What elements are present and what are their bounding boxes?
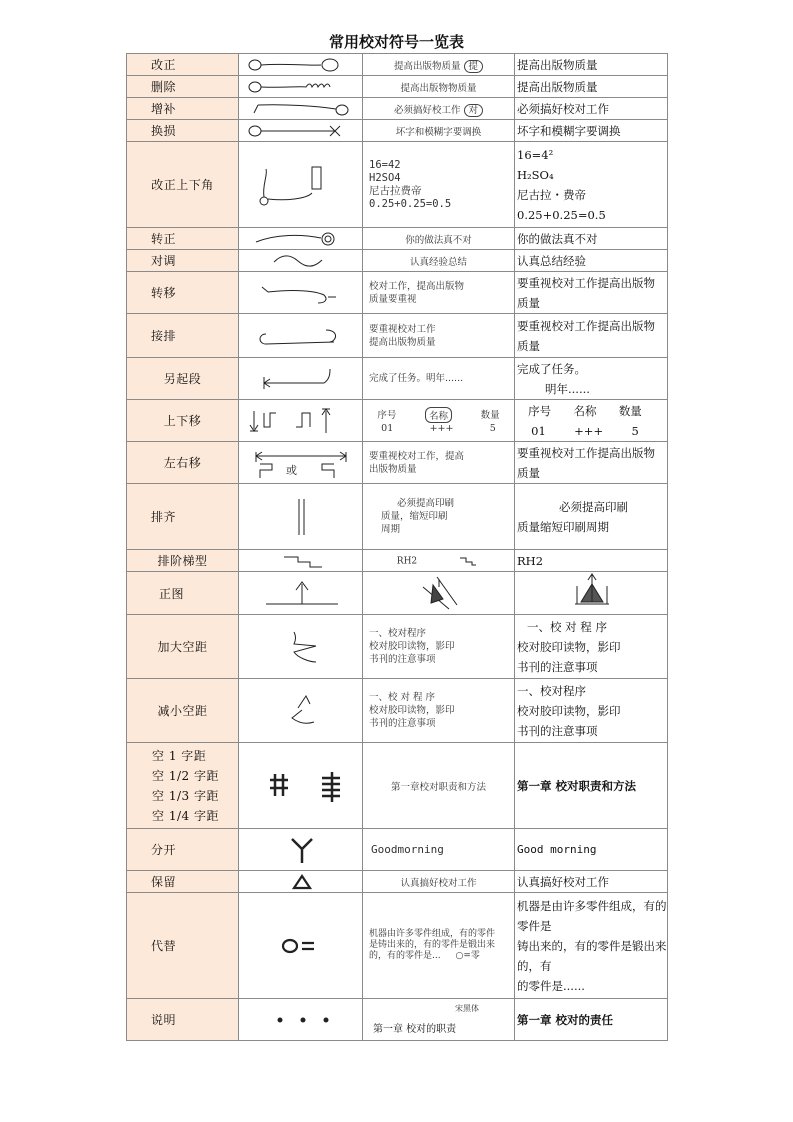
- symbol-name: 接排: [127, 314, 239, 358]
- new-paragraph-mark-icon: [246, 363, 356, 395]
- table-row: [127, 999, 668, 1041]
- upright-arrow-icon: [246, 576, 356, 610]
- symbol-example: 提高出版物质量 提: [363, 54, 515, 76]
- symbol-result: 要重视校对工作提高出版物 质量: [515, 442, 668, 484]
- symbol-mark-horizontal-move: [239, 442, 363, 484]
- symbol-mark-vertical-move: [239, 400, 363, 442]
- align-mark-icon: [246, 495, 356, 539]
- symbol-mark-widen-space: [239, 615, 363, 679]
- symbol-example: 机器由许多零件组成，有的零件 是铸出来的，有的零件是锻出来 的，有的零件是... ○=零: [363, 893, 515, 999]
- symbol-example: 要重视校对工作，提高 出版物质量: [363, 442, 515, 484]
- symbol-name: 正图: [127, 572, 239, 615]
- table-row: [127, 442, 668, 484]
- symbol-result: 一、校对程序 校对胶印读物，影印 书刊的注意事项: [515, 679, 668, 743]
- symbol-mark-transpose: [239, 250, 363, 272]
- table-row: [127, 250, 668, 272]
- symbol-name: 减小空距: [127, 679, 239, 743]
- table-row: [127, 358, 668, 400]
- symbol-example: 宋黑体 第一章 校对的职责: [363, 999, 515, 1041]
- move-mark-icon: [246, 277, 356, 309]
- symbol-result: 第一章 校对职责和方法: [515, 743, 668, 829]
- table-row: [127, 572, 668, 615]
- space-mark-icon: [246, 766, 356, 806]
- symbol-example: 提高出版物物质量: [363, 76, 515, 98]
- symbol-name: 改正上下角: [127, 142, 239, 228]
- symbol-mark-stet: [239, 871, 363, 893]
- symbol-mark-straighten-image: [239, 572, 363, 615]
- tilted-image-icon: [409, 575, 469, 611]
- stair-mark-icon: [246, 553, 356, 569]
- upright-image-icon: [517, 572, 667, 608]
- symbol-example: [363, 572, 515, 615]
- widen-space-mark-icon: [246, 622, 356, 672]
- table-row: [127, 76, 668, 98]
- symbol-result: 必须提高印刷 质量缩短印刷周期: [515, 484, 668, 550]
- table-row: [127, 484, 668, 550]
- symbol-mark-new-paragraph: [239, 358, 363, 400]
- symbol-mark-straighten: [239, 228, 363, 250]
- symbol-name: 分开: [127, 829, 239, 871]
- symbol-name: 空 1 字距 空 1/2 字距 空 1/3 字距 空 1/4 字距: [127, 743, 239, 829]
- replace-mark-icon: [246, 122, 356, 140]
- symbol-name: 删除: [127, 76, 239, 98]
- symbol-mark-align: [239, 484, 363, 550]
- symbol-result: [515, 572, 668, 615]
- symbol-mark-sub-superscript: [239, 142, 363, 228]
- symbol-result: 坏字和模糊字要调换: [515, 120, 668, 142]
- symbol-name: 左右移: [127, 442, 239, 484]
- symbol-mark-stair: [239, 550, 363, 572]
- symbol-result: 认真总结经验: [515, 250, 668, 272]
- proof-symbol-table: [126, 53, 668, 1041]
- correct-mark-icon: [246, 56, 356, 74]
- symbol-result: 提高出版物质量: [515, 76, 668, 98]
- symbol-name: 增补: [127, 98, 239, 120]
- symbol-example: 校对工作，提高出版物 质量要重视: [363, 272, 515, 314]
- symbol-name: 另起段: [127, 358, 239, 400]
- symbol-example: 坏字和模糊字要调换: [363, 120, 515, 142]
- symbol-result: Good morning: [515, 829, 668, 871]
- symbol-mark-reduce-space: [239, 679, 363, 743]
- triangle-icon: [246, 873, 356, 891]
- symbol-result: 要重视校对工作提高出版物 质量: [515, 272, 668, 314]
- symbol-name: 加大空距: [127, 615, 239, 679]
- symbol-result: 认真搞好校对工作: [515, 871, 668, 893]
- symbol-example: 必须搞好校工作 对: [363, 98, 515, 120]
- symbol-name: 说明: [127, 999, 239, 1041]
- symbol-example: 第一章校对职责和方法: [363, 743, 515, 829]
- transpose-mark-icon: [246, 252, 356, 270]
- symbol-result: 16=4² H₂SO₄ 尼古拉・费帝 0.25+0.25=0.5: [515, 142, 668, 228]
- symbol-mark-note: [239, 999, 363, 1041]
- table-row: [127, 679, 668, 743]
- table-row: [127, 400, 668, 442]
- symbol-mark-move: [239, 272, 363, 314]
- symbol-mark-correct: [239, 54, 363, 76]
- symbol-mark-delete: [239, 76, 363, 98]
- symbol-result: 第一章 校对的责任: [515, 999, 668, 1041]
- separate-mark-icon: [246, 833, 356, 867]
- symbol-name: 排齐: [127, 484, 239, 550]
- symbol-name: 保留: [127, 871, 239, 893]
- delete-mark-icon: [246, 78, 356, 96]
- symbol-name: 改正: [127, 54, 239, 76]
- run-on-mark-icon: [246, 320, 356, 352]
- symbol-result: 要重视校对工作提高出版物 质量: [515, 314, 668, 358]
- symbol-example: 认真搞好校对工作: [363, 871, 515, 893]
- symbol-example: 序号 名称 数量 01 +++ 5: [363, 400, 515, 442]
- symbol-example: 完成了任务。明年......: [363, 358, 515, 400]
- symbol-name: 对调: [127, 250, 239, 272]
- table-row: [127, 314, 668, 358]
- symbol-example: 必须提高印刷 质量，缩短印刷 周期: [363, 484, 515, 550]
- stair-small-icon: [420, 555, 480, 567]
- svg-text:或: 或: [285, 463, 297, 477]
- symbol-name: 转移: [127, 272, 239, 314]
- symbol-example: 认真经验总结: [363, 250, 515, 272]
- symbol-name: 上下移: [127, 400, 239, 442]
- symbol-example: 要重视校对工作 提高出版物质量: [363, 314, 515, 358]
- symbol-mark-run-on: [239, 314, 363, 358]
- table-row: [127, 615, 668, 679]
- table-row: [127, 743, 668, 829]
- substitute-mark-icon: [246, 931, 356, 961]
- symbol-result: 一、校 对 程 序 校对胶印读物，影印 书刊的注意事项: [515, 615, 668, 679]
- symbol-example: RH2: [363, 550, 515, 572]
- dots-icon: [246, 1010, 356, 1030]
- symbol-example: Goodmorning: [363, 829, 515, 871]
- table-row: [127, 228, 668, 250]
- superscript-mark-icon: [246, 155, 356, 215]
- insert-mark-icon: [246, 100, 356, 118]
- table-row: [127, 98, 668, 120]
- table-row: [127, 871, 668, 893]
- symbol-result: 机器是由许多零件组成，有的 零件是 铸出来的，有的零件是锻出来 的，有 的零件是......: [515, 893, 668, 999]
- symbol-example: 一、校 对 程 序 校对胶印读物，影印 书刊的注意事项: [363, 679, 515, 743]
- symbol-result: 你的做法真不对: [515, 228, 668, 250]
- table-row: [127, 142, 668, 228]
- symbol-name: 排阶梯型: [127, 550, 239, 572]
- symbol-mark-insert: [239, 98, 363, 120]
- horizontal-move-mark-icon: [246, 446, 356, 480]
- symbol-result: 完成了任务。 明年......: [515, 358, 668, 400]
- table-row: [127, 54, 668, 76]
- symbol-result: RH2: [515, 550, 668, 572]
- symbol-example: 你的做法真不对: [363, 228, 515, 250]
- reduce-space-mark-icon: [246, 686, 356, 736]
- table-row: [127, 272, 668, 314]
- table-row: [127, 893, 668, 999]
- symbol-mark-substitute: [239, 893, 363, 999]
- page-title: 常用校对符号一览表: [328, 33, 464, 51]
- symbol-name: 代替: [127, 893, 239, 999]
- symbol-example: 16=42 H2SO4 尼古拉费帝 0.25+0.25=0.5: [363, 142, 515, 228]
- symbol-name: 转正: [127, 228, 239, 250]
- symbol-mark-separate: [239, 829, 363, 871]
- table-row: [127, 550, 668, 572]
- symbol-mark-replace: [239, 120, 363, 142]
- symbol-example: 一、校对程序 校对胶印读物，影印 书刊的注意事项: [363, 615, 515, 679]
- symbol-result: 序号 名称 数量 01 +++ 5: [515, 400, 668, 442]
- symbol-result: 提高出版物质量: [515, 54, 668, 76]
- symbol-result: 必须搞好校对工作: [515, 98, 668, 120]
- table-row: [127, 829, 668, 871]
- table-row: [127, 120, 668, 142]
- symbol-name: 换损: [127, 120, 239, 142]
- symbol-mark-space: [239, 743, 363, 829]
- vertical-move-mark-icon: [246, 405, 356, 437]
- straighten-mark-icon: [246, 230, 356, 248]
